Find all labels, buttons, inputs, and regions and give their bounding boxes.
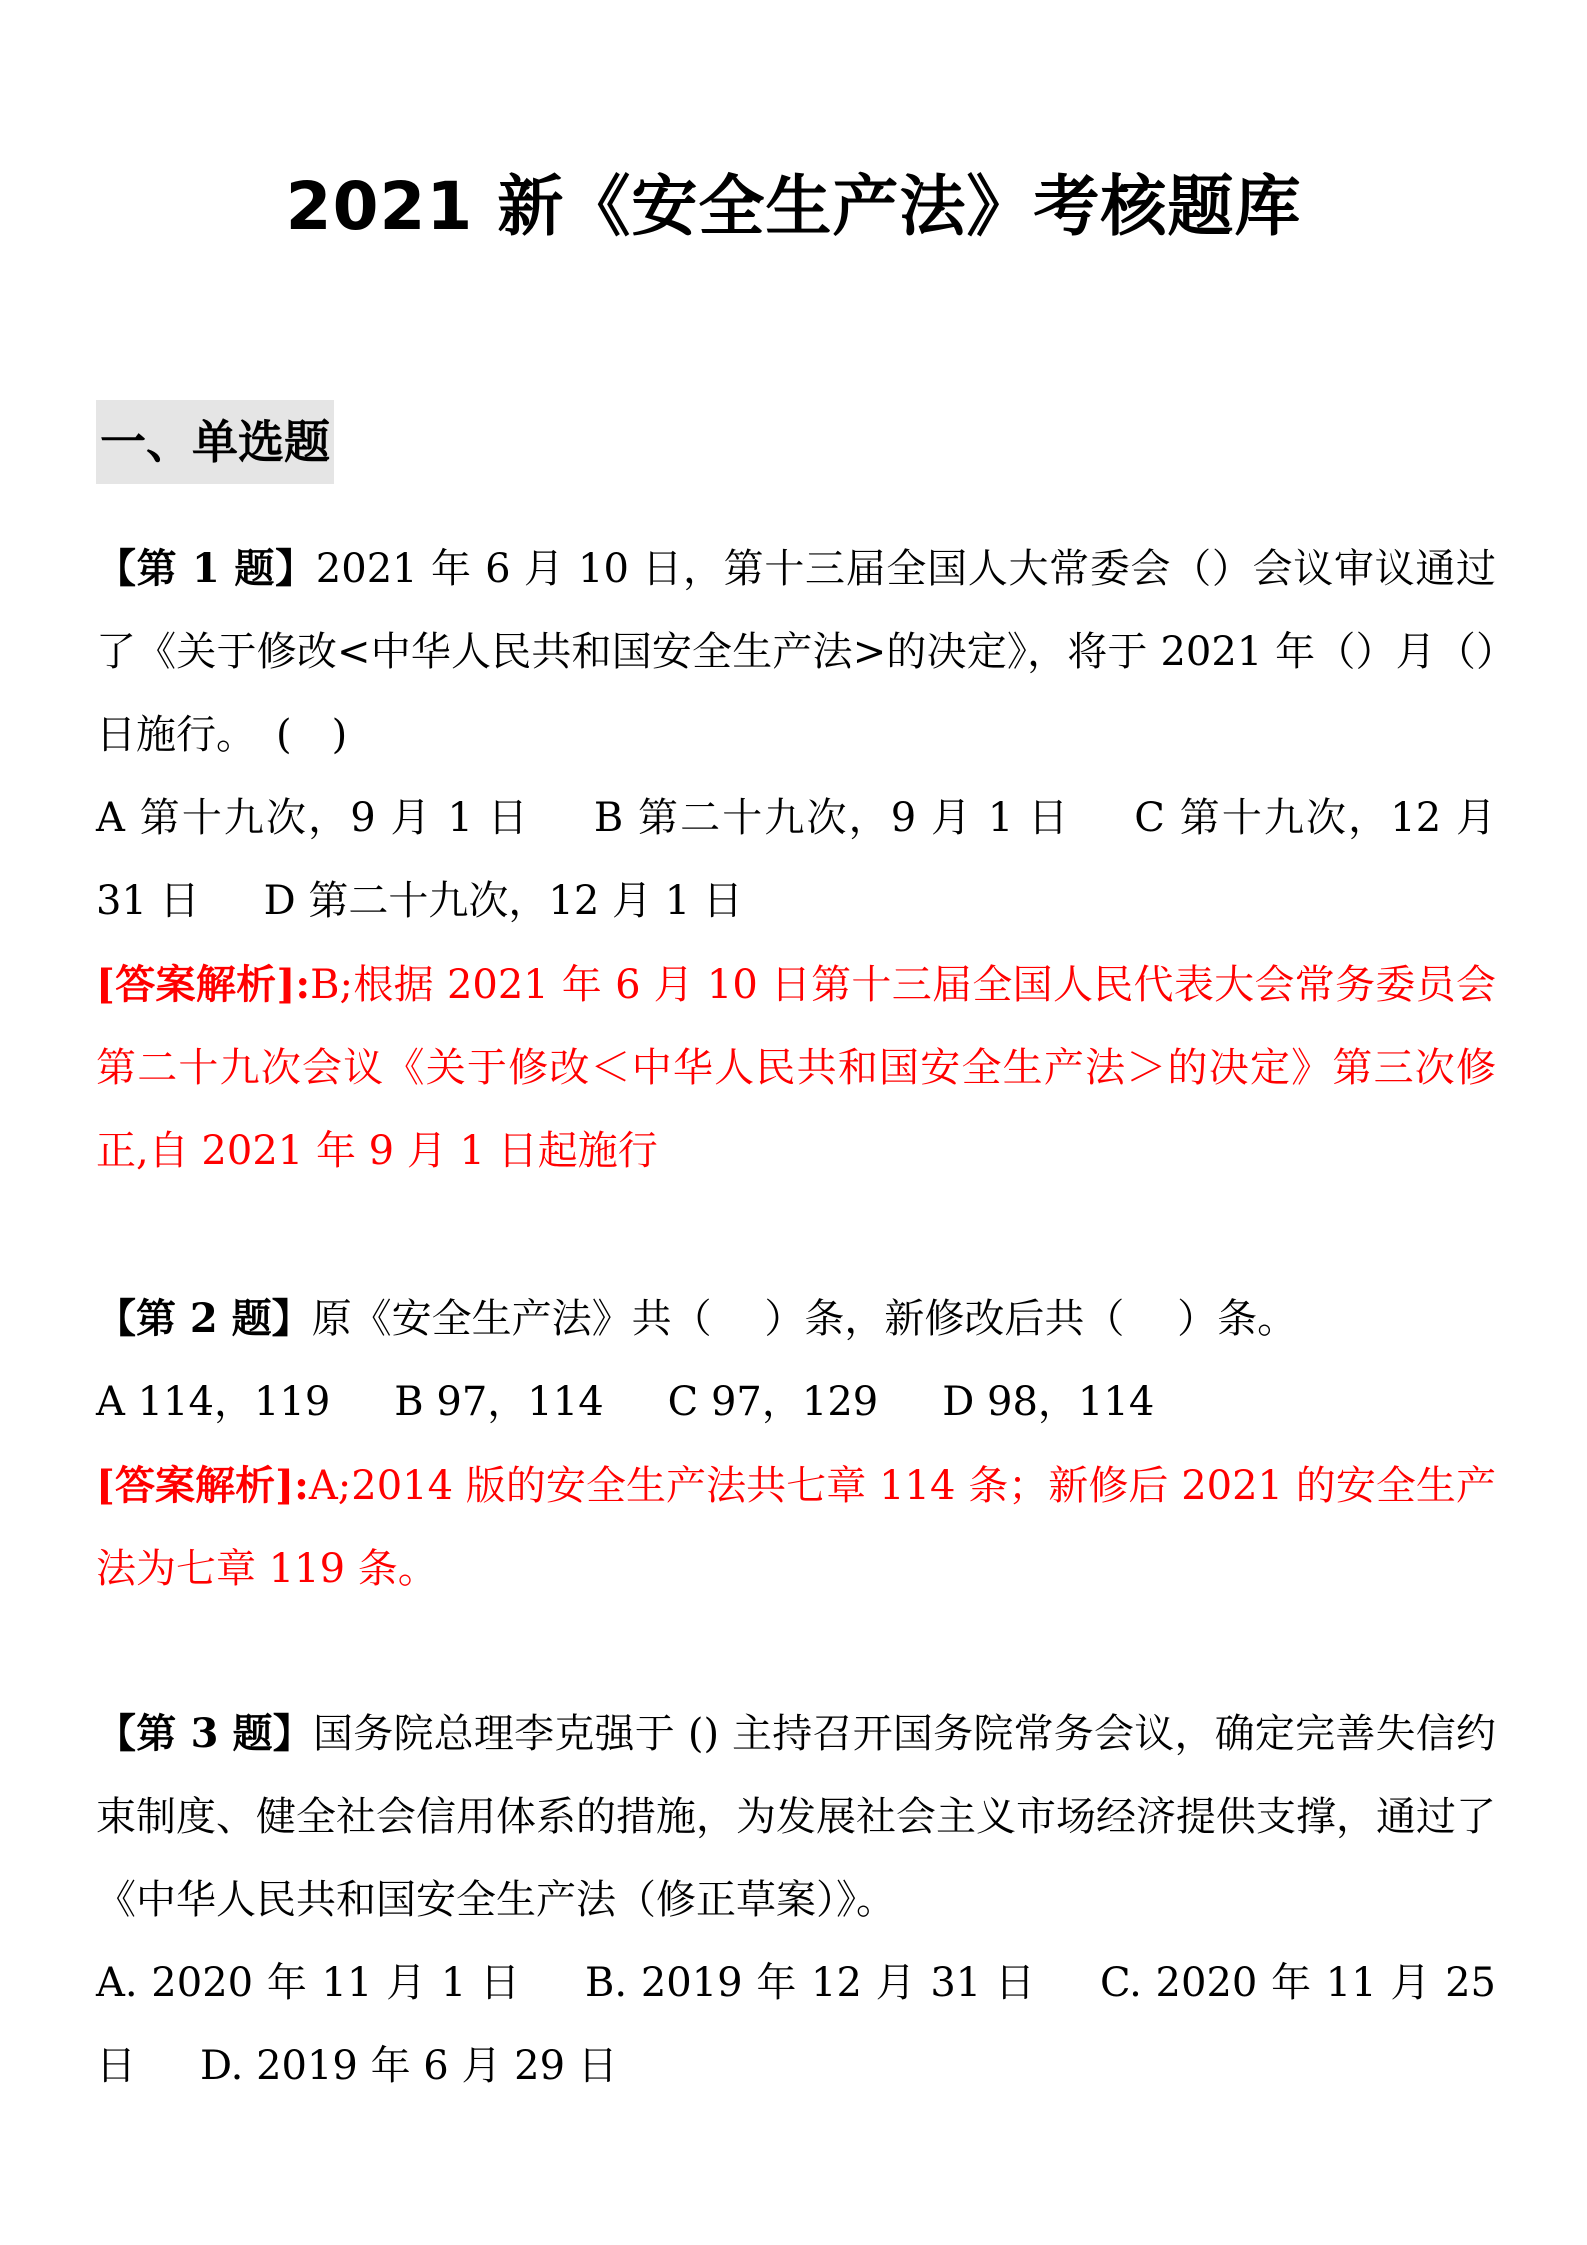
question-1 [96, 527, 1496, 1193]
question-2-answer [96, 1444, 1496, 1611]
section-heading: 一、单选题 [96, 400, 334, 484]
question-1-stem [96, 527, 1496, 777]
question-1-answer [96, 943, 1496, 1193]
question-2-number: 【第 2 题】 [96, 1295, 312, 1342]
question-1-option-b: B 第二十九次，9 月 1 日 [593, 795, 1071, 841]
question-3 [96, 1692, 1496, 2108]
question-1-option-d: D 第二十九次，12 月 1 日 [263, 878, 743, 924]
question-3-option-a: A. 2020 年 11 月 1 日 [96, 1960, 521, 2006]
question-2-option-d: D 98，114 [942, 1379, 1155, 1425]
question-2-stem [96, 1277, 1496, 1361]
question-1-options [96, 777, 1496, 943]
question-3-stem [96, 1692, 1496, 1942]
question-3-number: 【第 3 题】 [96, 1710, 313, 1757]
question-1-number: 【第 1 题】 [96, 545, 316, 592]
question-2-answer-label: [答案解析]: [96, 1462, 309, 1509]
question-2 [96, 1277, 1496, 1611]
question-1-answer-text: B;根据 2021 年 6 月 10 日第十三届全国人民代表大会常务委员会第二十九次会议《关于修改＜中华人民共和国安全生产法＞的决定》第三次修正,自 2021 年 9 月 1 日起施行 [96, 962, 1496, 1174]
question-3-option-b: B. 2019 年 12 月 31 日 [585, 1960, 1036, 2006]
question-3-text: 国务院总理李克强于 () 主持召开国务院常务会议，确定完善失信约束制度、健全社会信用体系的措施，为发展社会主义市场经济提供支撑，通过了《中华人民共和国安全生产法（修正草案）》。 [96, 1711, 1496, 1923]
question-3-option-c: C. 2020 年 11 月 25 日 [96, 1960, 1496, 2089]
question-1-option-a: A 第十九次，9 月 1 日 [96, 795, 530, 841]
question-2-options [96, 1361, 1496, 1444]
question-3-option-d: D. 2019 年 6 月 29 日 [200, 2043, 618, 2089]
question-2-answer-text: A;2014 版的安全生产法共七章 114 条；新修后 2021 的安全生产法为七章 119 条。 [96, 1463, 1496, 1592]
page-title: 2021 新《安全生产法》考核题库 [285, 168, 1302, 246]
question-1-text: 2021 年 6 月 10 日，第十三届全国人大常委会（）会议审议通过了《关于修改<中华人民共和国安全生产法>的决定》，将于 2021 年（）月（）日施行。 ( ) [96, 546, 1497, 758]
question-2-text: 原《安全生产法》共（ ）条，新修改后共（ ）条。 [311, 1296, 1298, 1342]
question-1-option-c: C 第十九次，12 月 31 日 [96, 795, 1496, 924]
question-3-options [96, 1942, 1496, 2108]
question-2-option-a: A 114，119 [96, 1379, 331, 1425]
question-1-answer-label: [答案解析]: [96, 961, 311, 1008]
question-2-option-c: C 97，129 [667, 1379, 879, 1425]
question-2-option-b: B 97，114 [394, 1379, 604, 1425]
